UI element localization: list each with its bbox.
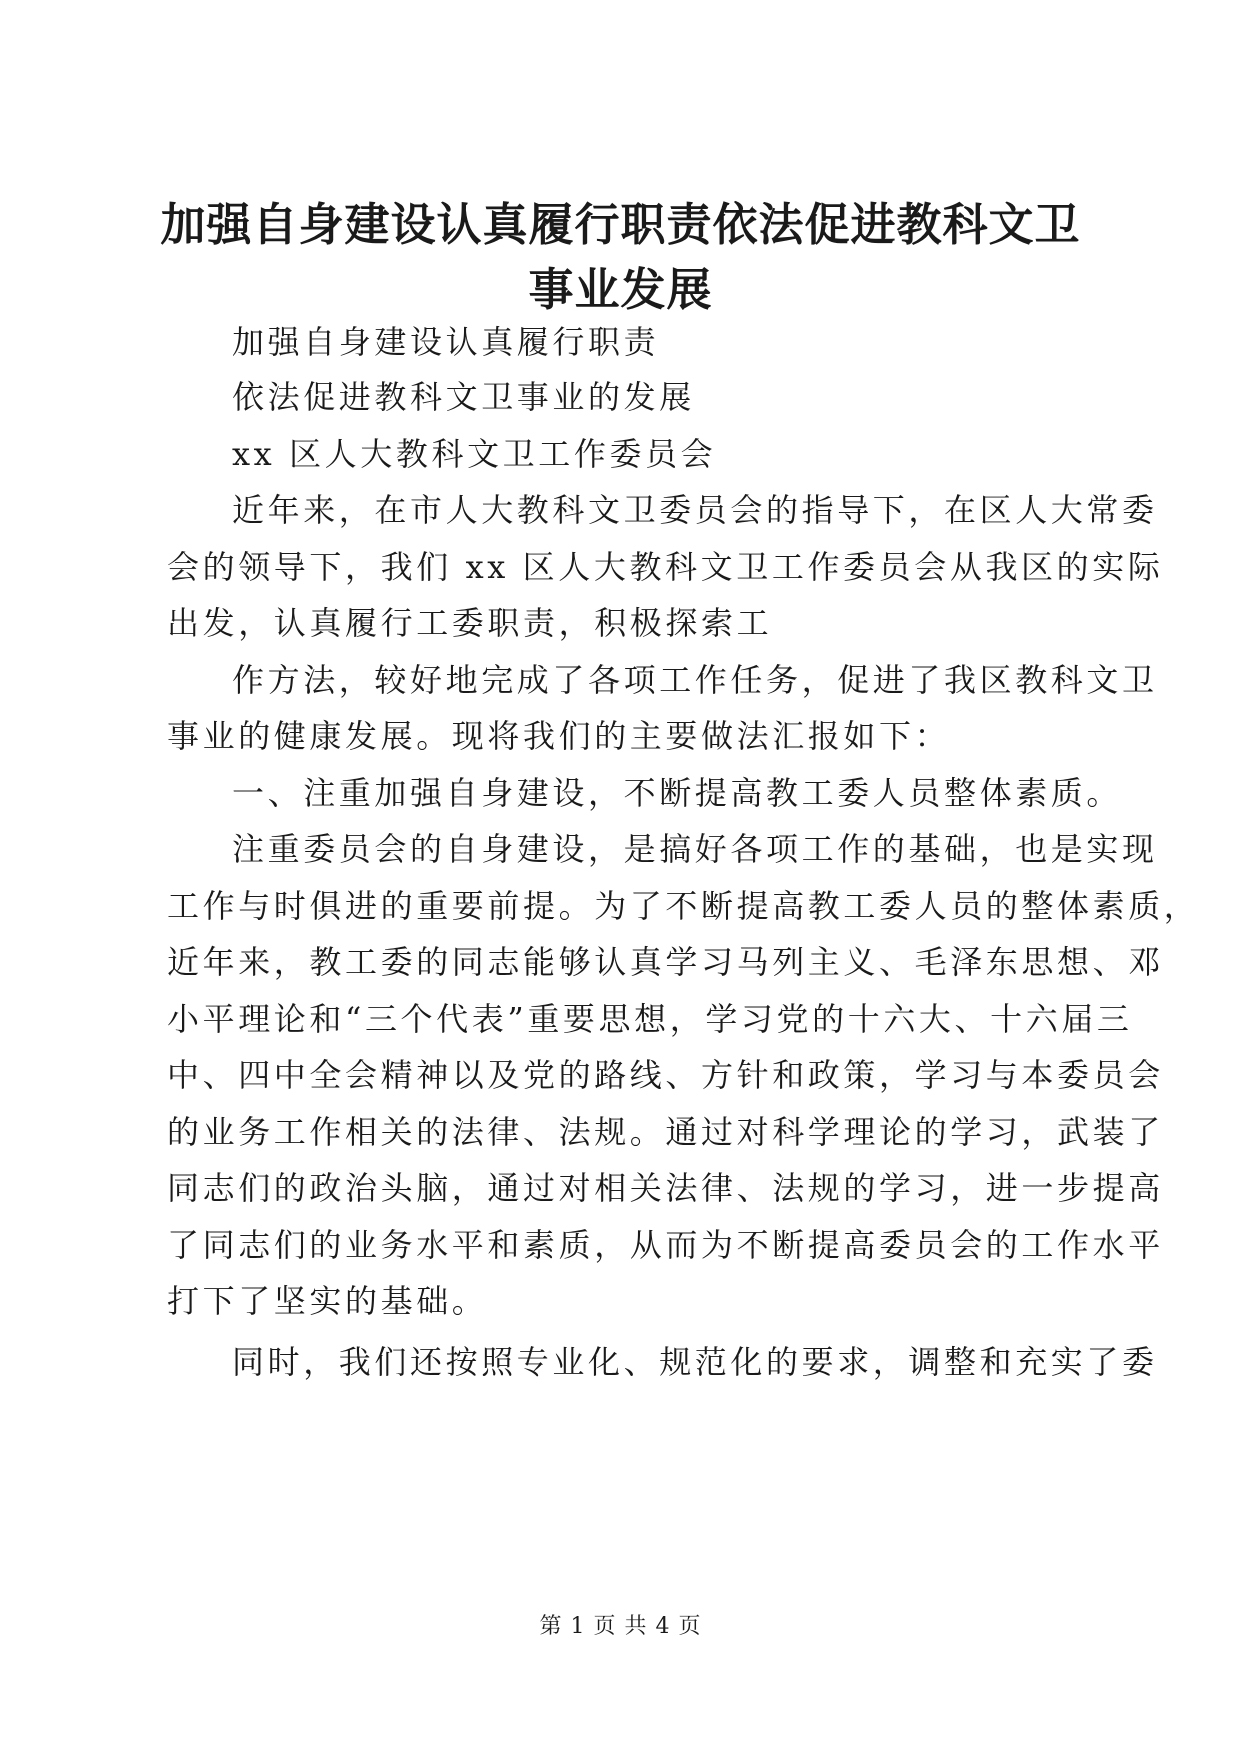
document-title-line-1: 加强自身建设认真履行职责依法促进教科文卫 bbox=[160, 198, 1081, 251]
page-footer: 第 1 页 共 4 页 bbox=[539, 1614, 702, 1639]
body-line: 同时，我们还按照专业化、规范化的要求，调整和充实了委 bbox=[232, 1343, 1158, 1381]
document-title-line-2: 事业发展 bbox=[528, 263, 713, 316]
body-line: 中、四中全会精神以及党的路线、方针和政策，学习与本委员会 bbox=[167, 1056, 1164, 1094]
body-line: 近年来，教工委的同志能够认真学习马列主义、毛泽东思想、邓 bbox=[167, 943, 1164, 981]
body-line: 作方法，较好地完成了各项工作任务，促进了我区教科文卫 bbox=[232, 661, 1158, 699]
author-line: xx 区人大教科文卫工作委员会 bbox=[232, 435, 717, 473]
body-line: 近年来，在市人大教科文卫委员会的指导下，在区人大常委 bbox=[232, 491, 1158, 529]
body-line: 出发，认真履行工委职责，积极探索工 bbox=[167, 604, 773, 642]
body-line: 会的领导下，我们 xx 区人大教科文卫工作委员会从我区的实际 bbox=[167, 548, 1164, 586]
subtitle-line-2: 依法促进教科文卫事业的发展 bbox=[232, 378, 695, 416]
section-heading: 一、注重加强自身建设，不断提高教工委人员整体素质。 bbox=[232, 774, 1123, 812]
body-line: 注重委员会的自身建设，是搞好各项工作的基础，也是实现 bbox=[232, 830, 1158, 868]
body-line: 工作与时俱进的重要前提。为了不断提高教工委人员的整体素质， bbox=[167, 887, 1200, 925]
body-line: 小平理论和“三个代表”重要思想，学习党的十六大、十六届三 bbox=[167, 1000, 1133, 1038]
body-line: 同志们的政治头脑，通过对相关法律、法规的学习，进一步提高 bbox=[167, 1169, 1164, 1207]
body-line: 了同志们的业务水平和素质，从而为不断提高委员会的工作水平 bbox=[167, 1226, 1164, 1264]
body-line: 打下了坚实的基础。 bbox=[167, 1282, 488, 1320]
subtitle-line-1: 加强自身建设认真履行职责 bbox=[232, 323, 660, 361]
body-line: 的业务工作相关的法律、法规。通过对科学理论的学习，武装了 bbox=[167, 1113, 1164, 1151]
body-line: 事业的健康发展。现将我们的主要做法汇报如下： bbox=[167, 717, 951, 755]
